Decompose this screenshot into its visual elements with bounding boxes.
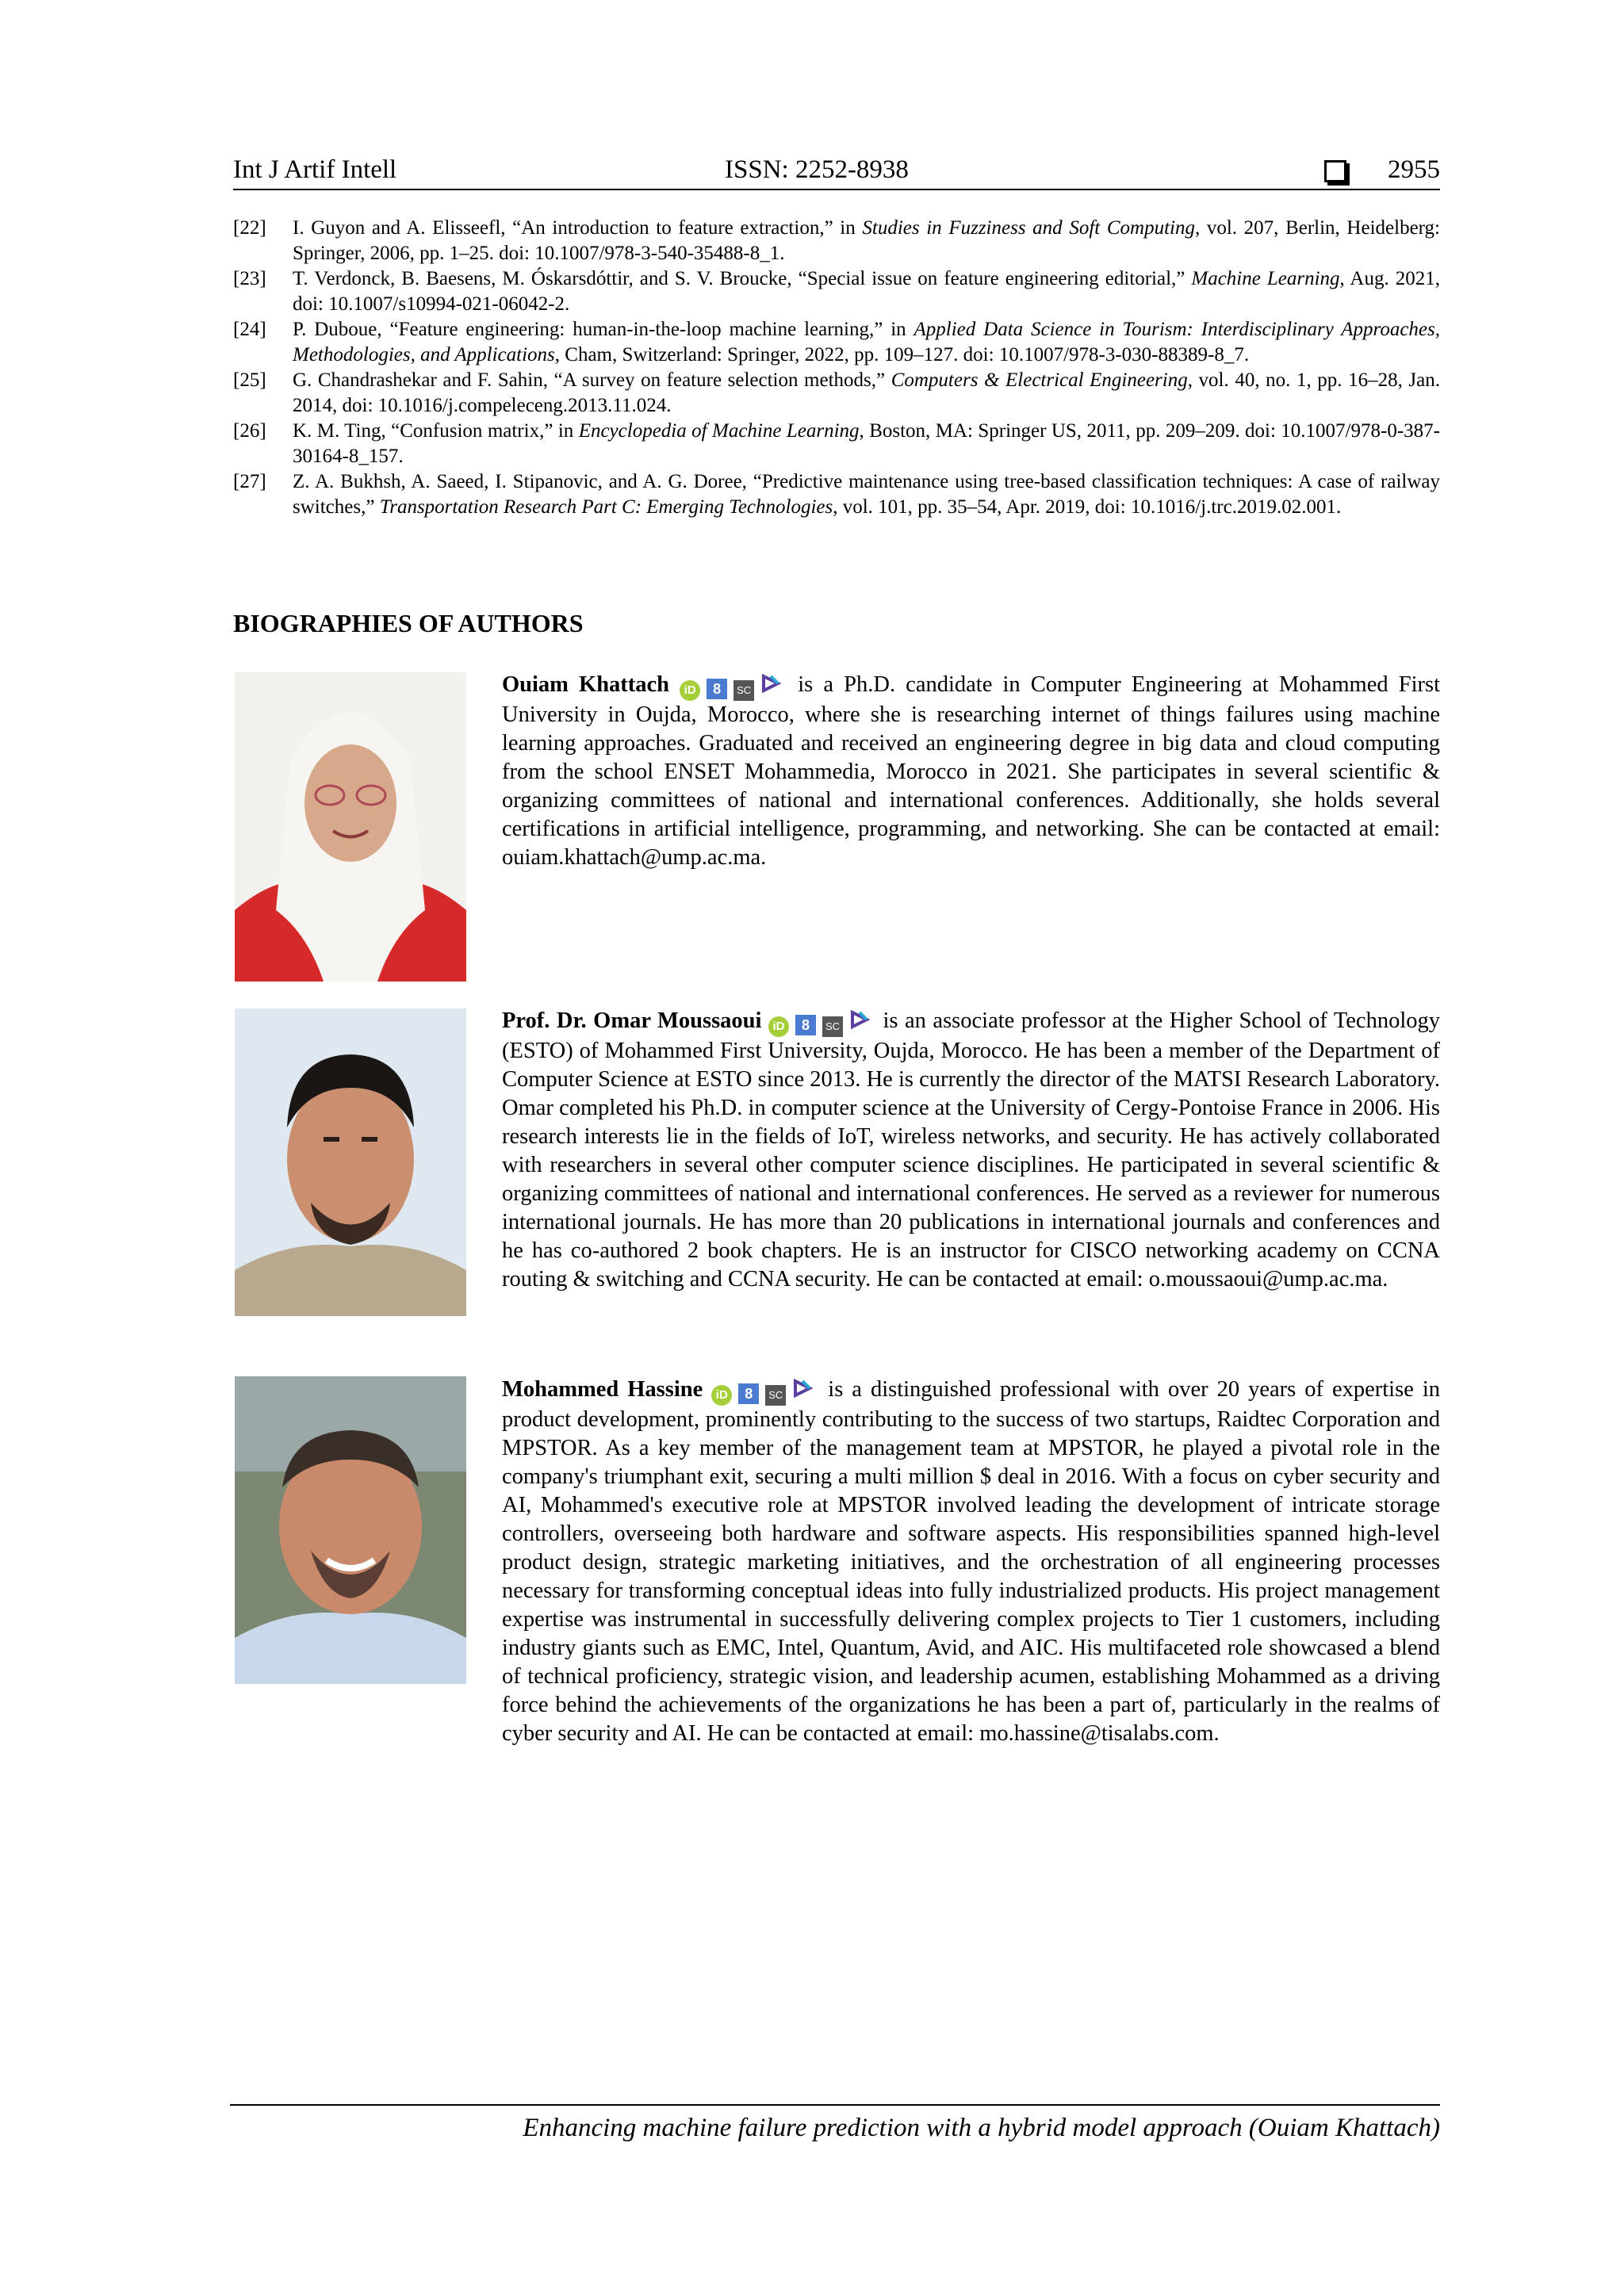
author-bio-text: is a distinguished professional with over 20 years of expertise in product development, prominently contributing to the success of two startups, Raidtec Corporation and MPSTOR. As a key member of the management team at MPSTOR, he played a pivotal role in the company's triumphant exit, securing a multi million $ deal in 2016. With a focus on cyber security and AI, Mohammed's executive role at MPSTOR involved leading the development of intricate storage controllers, overseeing both hardware and software aspects. His responsibilities spanned high-level product design, strategic marketing initiatives, and the orchestration of all engineering processes necessary for transforming conceptual ideas into fully industrialized products. His project management expertise was instrumental in successfully delivering complex projects to Tier 1 customers, including industry giants such as EMC, Intel, Quantum, Avid, and AIC. His multifaceted role showcased a blend of technical proficiency, strategic vision, and leadership acumen, establishing Mohammed as a driving force behind the achievements of the organizations he has been a part of, particularly in the realms of cyber security and AI. He can be contacted at email: mo.hassine@tisalabs.com. <box>502 1377 1441 1746</box>
reference-text: G. Chandrashekar and F. Sahin, “A survey on feature selection methods,” <box>293 369 891 391</box>
running-title: Enhancing machine failure prediction with a hybrid model approach (Ouiam Khattach) <box>523 2114 1440 2142</box>
page-number: 2955 <box>1388 155 1440 184</box>
web-of-science-icon[interactable] <box>849 1009 870 1030</box>
orcid-icon[interactable]: iD <box>768 1016 789 1037</box>
reference-details: , vol. 40, no. 1, pp. 16–28, Jan. 2014, doi: 10.1016/j.compeleceng.2013.11.024. <box>293 369 1440 416</box>
google-scholar-icon[interactable]: 8 <box>738 1383 759 1404</box>
reference-number: [25] <box>233 369 266 391</box>
issn-label: ISSN: 2252-8938 <box>725 155 909 184</box>
author-photo-moussaoui <box>235 1008 466 1316</box>
reference-number: [26] <box>233 420 266 442</box>
author-name: Mohammed Hassine <box>502 1377 703 1402</box>
reference-text: I. Guyon and A. Elisseefl, “An introduction to feature extraction,” in <box>293 217 863 239</box>
orcid-icon[interactable]: iD <box>711 1385 732 1406</box>
reference-item <box>233 317 1440 368</box>
reference-details: , Boston, MA: Springer US, 2011, pp. 209–209. doi: 10.1007/978-0-387-30164-8_157. <box>293 420 1440 467</box>
reference-number: [24] <box>233 319 266 340</box>
reference-text: P. Duboue, “Feature engineering: human-in-the-loop machine learning,” in <box>293 319 914 340</box>
author-bio-khattach <box>502 671 1440 872</box>
reference-item <box>233 469 1440 520</box>
author-name: Ouiam Khattach <box>502 672 670 697</box>
reference-source: Studies in Fuzziness and Soft Computing <box>862 217 1195 239</box>
square-icon <box>1324 160 1346 182</box>
reference-source: Computers & Electrical Engineering <box>891 369 1188 391</box>
section-title: BIOGRAPHIES OF AUTHORS <box>233 609 584 637</box>
reference-details: , vol. 101, pp. 35–54, Apr. 2019, doi: 10.1016/j.trc.2019.02.001. <box>833 496 1342 518</box>
author-photo-hassine <box>235 1376 466 1684</box>
reference-text: K. M. Ting, “Confusion matrix,” in <box>293 420 579 442</box>
author-bio-moussaoui <box>502 1007 1440 1294</box>
author-portrait-image <box>235 1008 466 1316</box>
reference-number: [27] <box>233 471 266 492</box>
reference-number: [22] <box>233 217 266 239</box>
reference-text: Z. A. Bukhsh, A. Saeed, I. Stipanovic, and A. G. Doree, “Predictive maintenance using tree-based classification techniques: A case of railway switches,” <box>293 471 1440 518</box>
reference-details: , Cham, Switzerland: Springer, 2022, pp. 109–127. doi: 10.1007/978-3-030-88389-8_7. <box>554 344 1250 365</box>
author-name: Prof. Dr. Omar Moussaoui <box>502 1008 762 1033</box>
reference-details: , vol. 207, Berlin, Heidelberg: Springer, 2006, pp. 1–25. doi: 10.1007/978-3-540-35488-8_1. <box>293 217 1440 264</box>
reference-source: Machine Learning <box>1191 268 1340 289</box>
web-of-science-icon[interactable] <box>792 1378 813 1399</box>
reference-item <box>233 368 1440 419</box>
scopus-icon[interactable]: SC <box>733 680 754 701</box>
author-bio-text: is an associate professor at the Higher School of Technology (ESTO) of Mohammed First University, Oujda, Morocco. He has been a member of the Department of Computer Science at ESTO since 2013. He is currently the director of the MATSI Research Laboratory. Omar completed his Ph.D. in computer science at the University of Cergy-Pontoise France in 2006. His research interests lie in the fields of IoT, wireless networks, and security. He has actively collaborated with researchers in several other computer science disciplines. He participated in several scientific & organizing committees of national and international conferences. He served as a reviewer for numerous international journals. He has more than 20 publications in international journals and conferences and he has co-authored 2 book chapters. He is an instructor for CISCO networking academy on CCNA routing & switching and CCNA security. He can be contacted at email: o.moussaoui@ump.ac.ma. <box>502 1008 1441 1292</box>
author-bio-hassine <box>502 1376 1440 1748</box>
reference-source: Transportation Research Part C: Emerging Technologies <box>379 496 833 518</box>
author-photo-khattach <box>235 672 466 982</box>
reference-text: T. Verdonck, B. Baesens, M. Óskarsdóttir, and S. V. Broucke, “Special issue on feature engineering editorial,” <box>293 268 1192 289</box>
author-portrait-image <box>235 1376 466 1684</box>
page-header <box>233 155 1440 190</box>
references-list <box>233 216 1440 520</box>
reference-source: Applied Data Science in Tourism: Interdisciplinary Approaches, Methodologies, and Applications <box>293 319 1440 365</box>
google-scholar-icon[interactable]: 8 <box>795 1015 816 1035</box>
google-scholar-icon[interactable]: 8 <box>707 679 727 699</box>
author-portrait-image <box>235 672 466 982</box>
page-footer <box>230 2104 1440 2142</box>
web-of-science-icon[interactable] <box>760 673 781 694</box>
scopus-icon[interactable]: SC <box>765 1385 786 1406</box>
orcid-icon[interactable]: iD <box>680 680 700 701</box>
reference-item <box>233 419 1440 469</box>
journal-name: Int J Artif Intell <box>233 155 397 184</box>
author-bio-text: is a Ph.D. candidate in Computer Engineering at Mohammed First University in Oujda, Morocco, where she is researching internet of things failures using machine learning approaches. Graduated and received an engineering degree in big data and cloud computing from the school ENSET Mohammedia, Morocco in 2021. She participates in several scientific & organizing committees of national and international conferences. Additionally, she holds several certifications in artificial intelligence, programming, and networking. She can be contacted at email: ouiam.khattach@ump.ac.ma. <box>502 672 1441 870</box>
reference-item <box>233 266 1440 317</box>
reference-details: , Aug. 2021, doi: 10.1007/s10994-021-06042-2. <box>293 268 1440 315</box>
reference-item <box>233 216 1440 266</box>
reference-number: [23] <box>233 268 266 289</box>
reference-source: Encyclopedia of Machine Learning <box>578 420 860 442</box>
scopus-icon[interactable]: SC <box>822 1016 843 1037</box>
